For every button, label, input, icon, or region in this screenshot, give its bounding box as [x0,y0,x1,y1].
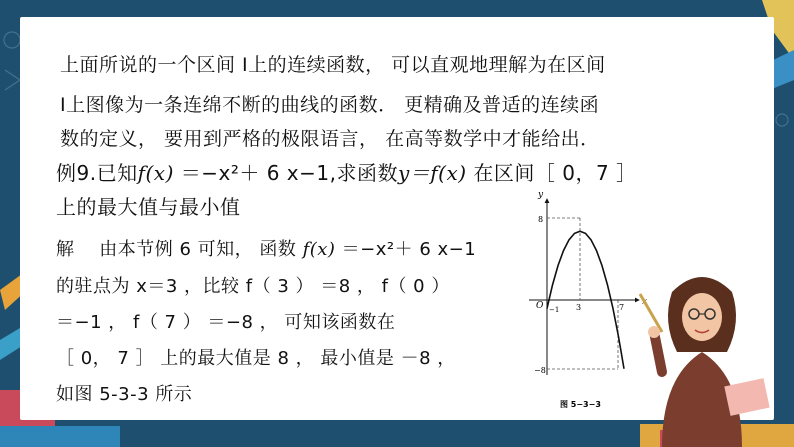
figure-caption: 图 5−3−3 [560,400,601,409]
solution-line-2: 的驻点为 x＝3 ，比较 f（ 3 ） ＝8 ， f（ 0 ） [56,276,450,297]
teacher-illustration-icon [632,262,777,447]
solution-line-5: 如图 5-3-3 所示 [56,384,193,405]
solution-start: 解 由本节例 6 可知， 函数 [56,239,303,260]
example-ask: 求函数 [336,161,398,185]
paragraph-line-3: 数的定义， 要用到严格的极限语言， 在高等数学中才能给出． [60,128,600,150]
example-line-2: 上的最大值与最小值 [56,195,241,219]
tick-label-7: 7 [619,303,625,312]
tick-label-neg8: −8 [534,366,546,375]
example-fx: f(x) [137,161,174,185]
tick-label-3: 3 [576,303,582,312]
solution-line-4: ［ 0， 7 ］ 上的最大值是 8 ， 最小值是 －8 ， [56,348,456,369]
origin-label: O [536,301,544,311]
paragraph-line-1: 上面所说的一个区间 I上的连续函数， 可以直观地理解为在区间 [60,54,606,76]
paragraph-line-2: I上图像为一条连绵不断的曲线的函数． 更精确及普适的连续函 [60,94,600,116]
solution-equation: ＝−x²＋ 6 x−1 [335,239,477,260]
solution-line-1 [56,235,476,261]
example-interval: 在区间［ 0，7 ］ [466,161,637,185]
solution-fx: f(x) [302,239,336,260]
y-axis-label: y [538,190,544,200]
example-y-eq: y＝f(x) [397,161,467,185]
solution-line-3: ＝−1 ， f（ 7 ） ＝−8 ， 可知该函数在 [56,312,396,333]
example-line [56,157,637,186]
tick-label-8: 8 [538,215,544,224]
tick-label-neg1: −1 [549,306,560,314]
example-prefix: 例9.已知 [56,161,138,185]
example-equation: ＝−x²＋ 6 x−1, [173,161,337,185]
